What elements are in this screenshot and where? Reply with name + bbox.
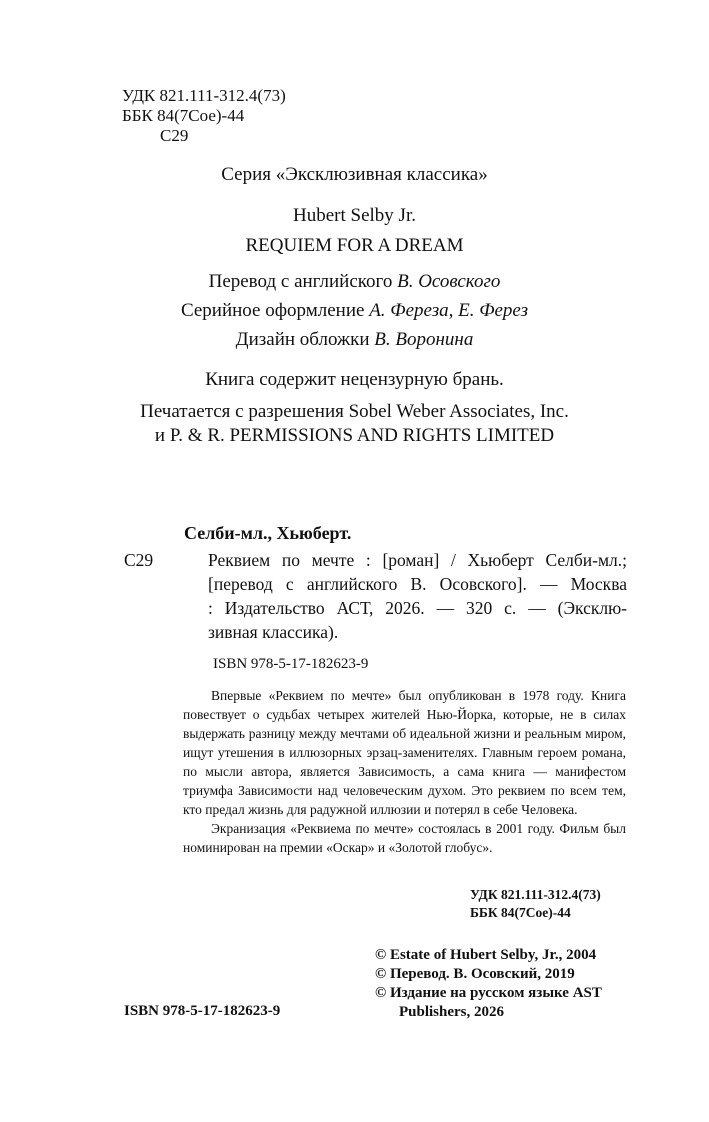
translation-credit (0, 270, 709, 294)
design-credit (0, 299, 709, 323)
cover-credit (0, 328, 709, 352)
catalog-entry (208, 548, 627, 644)
catalog-line-2: [перевод с английского В. Осовского]. — Москва (208, 574, 627, 594)
copyright-line-3: © Издание на русском языке AST (375, 985, 602, 1001)
translation-prefix: Перевод с английского (208, 271, 398, 292)
annotation-paragraph-1: Впервые «Реквием по мечте» был опубликован в 1978 году. Книга повествует о судьбах четырех жителей Нью-Йорка, которые, не в силах выдержать разницу между мечтами об идеальной жизни и реальным миром, ищут утешения в иллюзорных эрзац-заменителях. Главным героем романа, по мысли автора, является Зависимость, а сама книга — манифестом триумфа Зависимости над человеческим духом. Это реквием по всем тем, кто предал жизнь для радужной иллюзии и потерял в себе Человека. (183, 688, 626, 817)
cover-designer-name: В. Воронина (374, 329, 474, 350)
index-bbk: ББК 84(7Сое)-44 (470, 905, 571, 920)
permission-line-1: Печатается с разрешения Sobel Weber Associates, Inc. (140, 401, 569, 422)
permission-line-2: и P. & R. PERMISSIONS AND RIGHTS LIMITED (154, 425, 555, 446)
copyright-line-2: © Перевод. В. Осовский, 2019 (375, 966, 575, 982)
content-warning: Книга содержит нецензурную брань. (205, 369, 504, 390)
original-author: Hubert Selby Jr. (293, 205, 416, 226)
original-title: REQUIEM FOR A DREAM (245, 235, 464, 256)
cover-prefix: Дизайн обложки (235, 329, 375, 350)
bbk-code: ББК 84(7Сое)-44 (122, 106, 245, 125)
annotation-paragraph-2: Экранизация «Реквиема по мечте» состоялась в 2001 году. Фильм был номинирован на премии «Оскар» и «Золотой глобус». (183, 821, 626, 855)
designer-names: А. Фереза, Е. Ферез (369, 300, 529, 321)
udk-code: УДК 821.111-312.4(73) (122, 86, 286, 105)
copyright-line-1: © Estate of Hubert Selby, Jr., 2004 (375, 947, 597, 963)
isbn-bottom: ISBN 978-5-17-182623-9 (124, 1003, 281, 1019)
series-title: Серия «Эксклюзивная классика» (221, 164, 488, 185)
copyright-line-4: Publishers, 2026 (399, 1004, 505, 1020)
catalog-heading: Селби-мл., Хьюберт. (184, 523, 352, 543)
translator-name: В. Осовского (397, 271, 501, 292)
design-prefix: Серийное оформление (180, 300, 370, 321)
catalog-line-3: : Издательство АСТ, 2026. — 320 с. — (Эксклю- (208, 598, 627, 618)
index-udk: УДК 821.111-312.4(73) (470, 887, 601, 902)
index-block (470, 886, 601, 922)
catalog-sign: С29 (124, 550, 154, 570)
copyright-block (375, 946, 602, 1022)
catalog-line-1: Реквием по мечте : [роман] / Хьюберт Селби-мл.; (208, 550, 627, 570)
annotation (183, 686, 626, 857)
catalog-isbn: ISBN 978-5-17-182623-9 (213, 656, 369, 672)
catalog-line-4: зивная классика). (208, 622, 339, 642)
author-sign: С29 (160, 126, 189, 145)
